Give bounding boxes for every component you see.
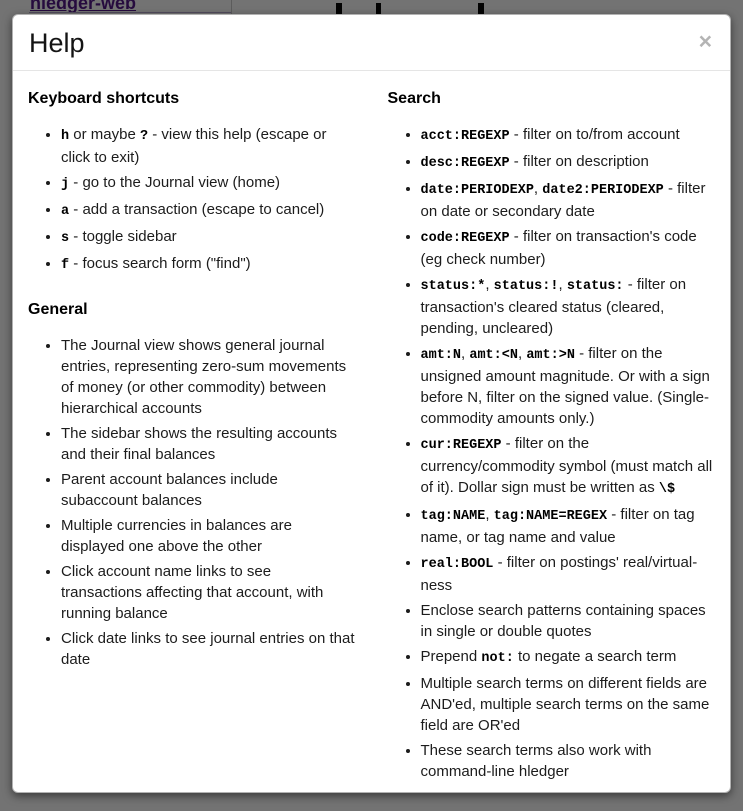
list-item: • These search terms also work with command-line hledger xyxy=(421,740,716,782)
modal-header xyxy=(13,15,730,71)
help-modal xyxy=(12,14,731,793)
list-item: • date:PERIODEXP, date2:PERIODEXP - filter on date or secondary date xyxy=(421,178,716,222)
list-item: • f - focus search form ("find") xyxy=(61,253,356,276)
list-item: • acct:REGEXP - filter on to/from account xyxy=(421,124,716,147)
list-item: • a - add a transaction (escape to cancel) xyxy=(61,199,356,222)
code-term: real:BOOL xyxy=(420,557,494,572)
list-item: • The Journal view shows general journal entries, representing zero-sum movements of money (or other commodity) between hierarchical accounts xyxy=(61,335,356,419)
close-icon[interactable]: × xyxy=(698,28,712,54)
code-term: amt:N xyxy=(420,348,462,363)
list-item: • code:REGEXP - filter on transaction's code (eg check number) xyxy=(421,226,716,270)
code-term: s xyxy=(61,231,70,246)
code-term: tag:NAME=REGEX xyxy=(493,509,608,524)
code-term: code:REGEXP xyxy=(420,231,510,246)
list-item: • Click date links to see journal entries on that date xyxy=(61,628,356,670)
code-term: amt:<N xyxy=(469,348,518,363)
list-item: • real:BOOL - filter on postings' real/virtual-ness xyxy=(421,552,716,596)
help-column-right xyxy=(372,87,716,793)
keyboard-shortcuts-list xyxy=(28,124,356,276)
code-term: status: xyxy=(566,279,624,294)
code-term: cur:REGEXP xyxy=(420,438,502,453)
code-term: acct:REGEXP xyxy=(420,129,510,144)
list-item: • Enclose search patterns containing spaces in single or double quotes xyxy=(421,600,716,642)
list-item: • Prepend not: to negate a search term xyxy=(421,646,716,669)
list-item: • tag:NAME, tag:NAME=REGEX - filter on tag name, or tag name and value xyxy=(421,504,716,548)
list-item: • Multiple search terms on different fields are AND'ed, multiple search terms on the same field are OR'ed xyxy=(421,673,716,736)
code-term: a xyxy=(61,204,70,219)
list-item: • s - toggle sidebar xyxy=(61,226,356,249)
search-list xyxy=(388,124,716,782)
code-term: date2:PERIODEXP xyxy=(542,183,664,198)
code-term: ? xyxy=(139,129,149,144)
list-item: • Click account name links to see transactions affecting that account, with running balance xyxy=(61,561,356,624)
code-term: status:! xyxy=(493,279,559,294)
list-item: • h or maybe ? - view this help (escape or click to exit) xyxy=(61,124,356,168)
code-term: not: xyxy=(481,651,514,666)
code-term: f xyxy=(61,258,70,273)
code-term: desc:REGEXP xyxy=(420,156,510,171)
list-item: • The sidebar shows the resulting accounts and their final balances xyxy=(61,423,356,465)
list-item: • amt:N, amt:<N, amt:>N - filter on the unsigned amount magnitude. Or with a sign before N, filter on the signed value. (Single-commodity amounts only.) xyxy=(421,343,716,429)
section-heading-search: Search xyxy=(387,90,441,107)
list-item: • status:*, status:!, status: - filter on transaction's cleared status (cleared, pending, uncleared) xyxy=(421,274,716,339)
code-term: \$ xyxy=(658,482,676,497)
code-term: status:* xyxy=(420,279,486,294)
help-column-left xyxy=(28,87,372,793)
modal-body xyxy=(13,71,730,793)
list-item: • j - go to the Journal view (home) xyxy=(61,172,356,195)
code-term: j xyxy=(61,177,70,192)
section-heading-keyboard-shortcuts: Keyboard shortcuts xyxy=(28,90,180,107)
section-heading-general: General xyxy=(28,301,88,318)
code-term: h xyxy=(61,129,70,144)
code-term: tag:NAME xyxy=(420,509,486,524)
list-item: • cur:REGEXP - filter on the currency/commodity symbol (must match all of it). Dollar sign must be written as \$ xyxy=(421,433,716,500)
list-item: • desc:REGEXP - filter on description xyxy=(421,151,716,174)
list-item: • Parent account balances include subaccount balances xyxy=(61,469,356,511)
code-term: amt:>N xyxy=(526,348,575,363)
list-item: • Multiple currencies in balances are displayed one above the other xyxy=(61,515,356,557)
modal-title: Help xyxy=(29,28,85,58)
code-term: date:PERIODEXP xyxy=(420,183,534,198)
general-list xyxy=(28,335,356,670)
